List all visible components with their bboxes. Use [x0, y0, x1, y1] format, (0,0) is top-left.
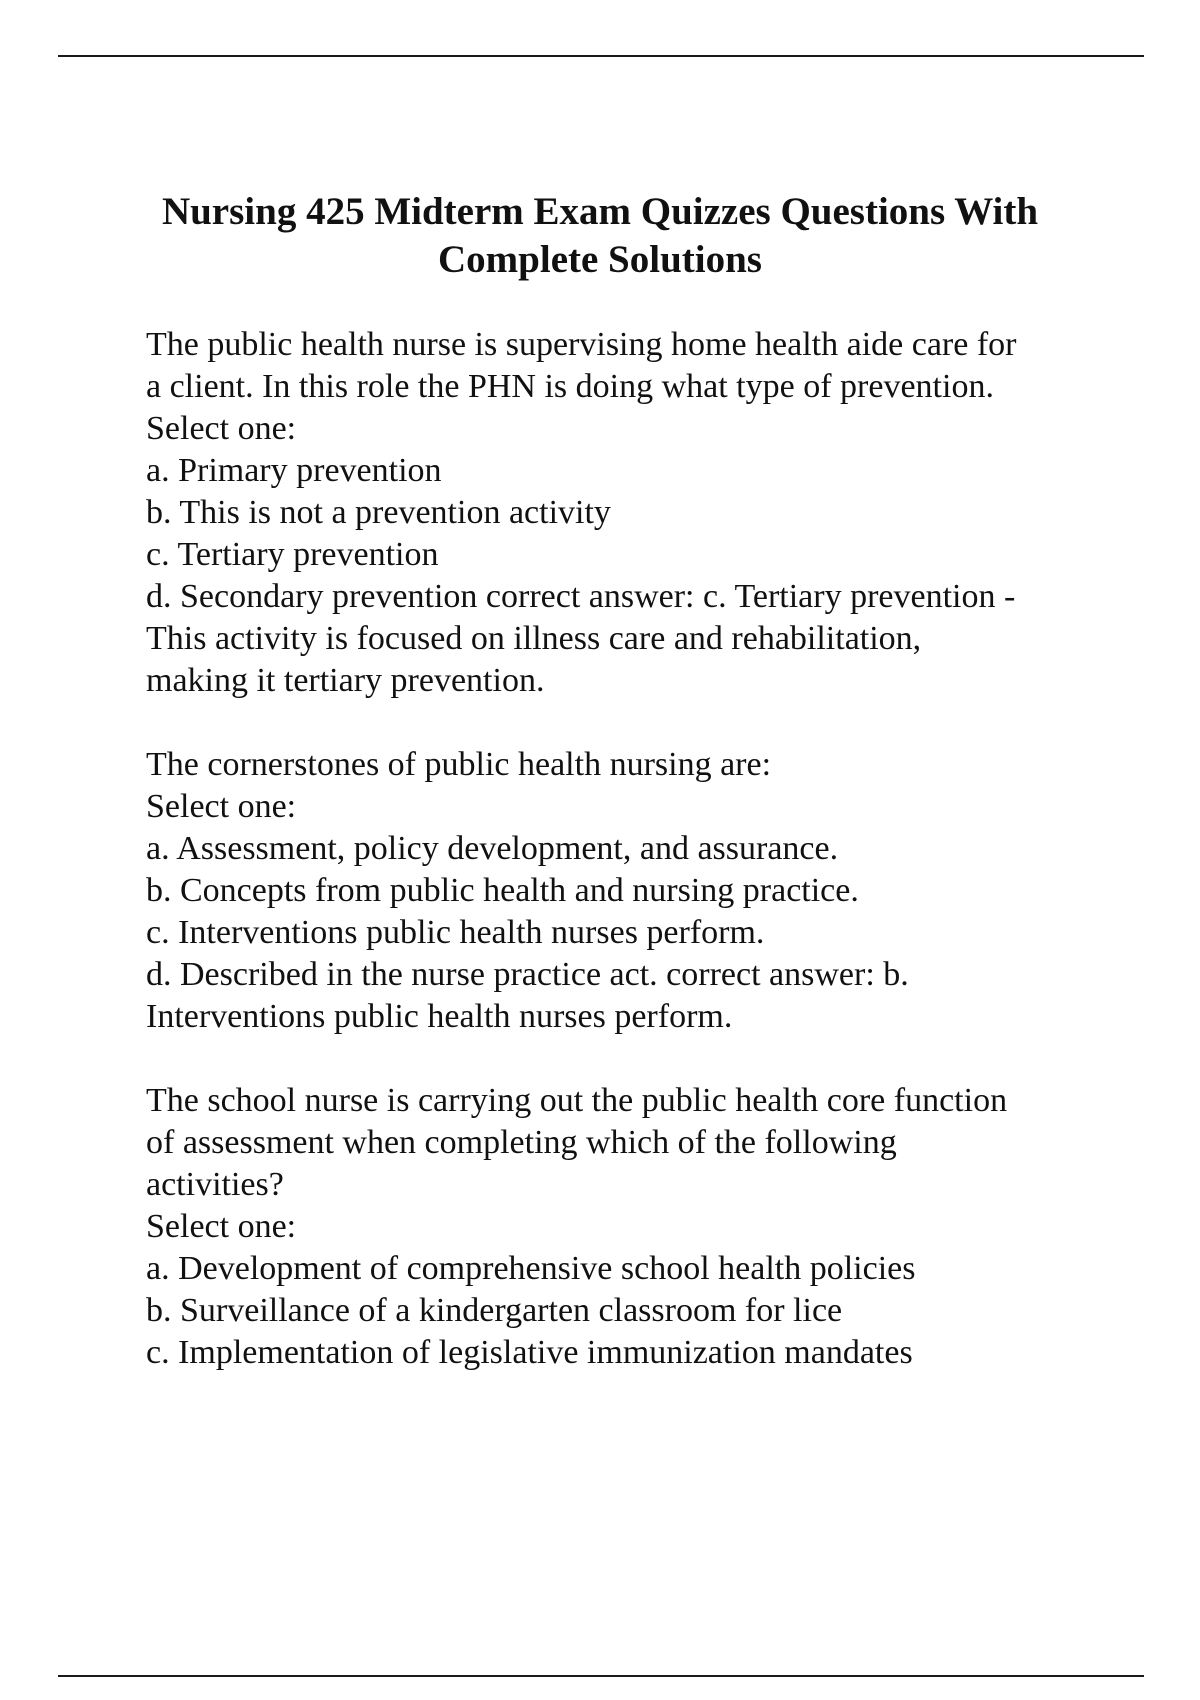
option-b: b. This is not a prevention activity: [146, 494, 611, 531]
question-3: [146, 1080, 1106, 1374]
question-stem: [146, 744, 1106, 786]
option-b: b. Concepts from public health and nursing practice.: [146, 872, 859, 909]
stem-line: activities?: [146, 1166, 284, 1203]
stem-line: The cornerstones of public health nursing are:: [146, 746, 772, 783]
questions-list: [146, 324, 1106, 1416]
option-a: a. Development of comprehensive school health policies: [146, 1250, 916, 1287]
option-a: a. Assessment, policy development, and assurance.: [146, 830, 839, 867]
option-d-with-answer: [146, 576, 1106, 702]
answer-line: Interventions public health nurses perform.: [146, 998, 733, 1035]
question-stem: [146, 324, 1106, 408]
option-c: c. Tertiary prevention: [146, 536, 439, 573]
answer-line: This activity is focused on illness care and rehabilitation,: [146, 620, 922, 657]
option-b: b. Surveillance of a kindergarten classroom for lice: [146, 1292, 843, 1329]
option-d-with-answer: [146, 954, 1106, 1038]
stem-line: The public health nurse is supervising home health aide care for: [146, 326, 1017, 363]
answer-line: d. Secondary prevention correct answer: c. Tertiary prevention -: [146, 578, 1016, 615]
question-1: [146, 324, 1106, 702]
stem-line: of assessment when completing which of the following: [146, 1124, 897, 1161]
footer-rule: [58, 1675, 1144, 1677]
select-prompt: Select one:: [146, 1208, 297, 1245]
stem-line: a client. In this role the PHN is doing what type of prevention.: [146, 368, 994, 405]
question-2: [146, 744, 1106, 1038]
question-stem: [146, 1080, 1106, 1206]
option-a: a. Primary prevention: [146, 452, 442, 489]
select-prompt: Select one:: [146, 788, 297, 825]
answer-line: making it tertiary prevention.: [146, 662, 545, 699]
header-rule: [58, 55, 1144, 57]
title-line-1: Nursing 425 Midterm Exam Quizzes Questions With: [161, 190, 1039, 233]
select-prompt: Select one:: [146, 410, 297, 447]
document-title: [100, 188, 1100, 284]
stem-line: The school nurse is carrying out the public health core function: [146, 1082, 1008, 1119]
option-c: c. Interventions public health nurses perform.: [146, 914, 765, 951]
answer-line: d. Described in the nurse practice act. correct answer: b.: [146, 956, 909, 993]
option-c: c. Implementation of legislative immunization mandates: [146, 1334, 913, 1371]
title-line-2: Complete Solutions: [438, 238, 762, 281]
